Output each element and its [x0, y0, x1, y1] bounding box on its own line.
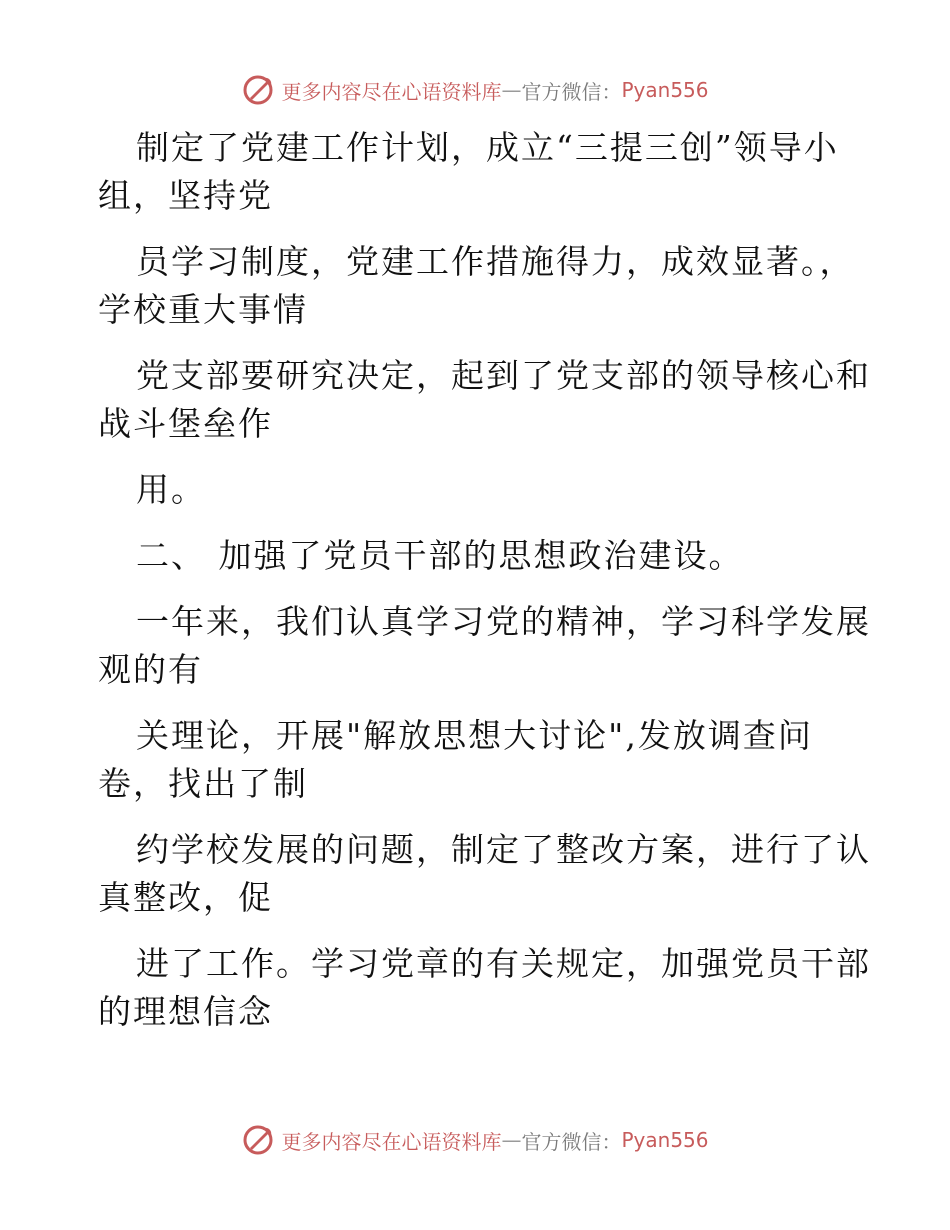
watermark-wechat-label: 官方微信：	[521, 79, 622, 104]
paragraph-line: 战斗堡垒作	[98, 404, 273, 443]
paragraph-line: 观的有	[98, 650, 203, 689]
paragraph-line: 约学校发展的问题，制定了整改方案，进行了认	[136, 830, 871, 869]
paragraph-line: 进了工作。学习党章的有关规定，加强党员干部	[136, 944, 871, 983]
footer-watermark	[0, 1120, 950, 1160]
document-body	[98, 124, 871, 1036]
watermark-library-text: 更多内容尽在心语资料库	[281, 1129, 502, 1154]
paragraph-line: 员学习制度，党建工作措施得力，成效显著。，	[136, 242, 855, 281]
paragraph-line: 真整改，促	[98, 878, 273, 917]
quill-logo-icon	[241, 1123, 275, 1157]
quill-logo-icon	[241, 73, 275, 107]
paragraph-line: 的理想信念	[98, 992, 273, 1031]
paragraph-line: 卷，找出了制	[98, 764, 308, 803]
paragraph-line: 组，坚持党	[98, 176, 273, 215]
watermark-wechat-label: 官方微信：	[521, 1129, 622, 1154]
paragraph-line: 制定了党建工作计划，成立“三提三创”领导小	[136, 128, 839, 167]
watermark-dash: —	[501, 78, 522, 102]
paragraph-line: 一年来，我们认真学习党的精神，学习科学发展	[136, 602, 871, 641]
section-heading: 二、 加强了党员干部的思想政治建设。	[136, 536, 744, 575]
watermark-library-text: 更多内容尽在心语资料库	[281, 79, 502, 104]
watermark-dash: —	[501, 1128, 522, 1152]
header-watermark	[0, 70, 950, 110]
watermark-wechat-id: Pyan556	[621, 78, 709, 102]
paragraph-line: 用。	[136, 470, 206, 509]
paragraph-line: 党支部要研究决定，起到了党支部的领导核心和	[136, 356, 871, 395]
paragraph-line: 关理论，开展"解放思想大讨论",发放调查问	[136, 716, 813, 755]
paragraph-line: 学校重大事情	[98, 290, 308, 329]
watermark-wechat-id: Pyan556	[621, 1128, 709, 1152]
